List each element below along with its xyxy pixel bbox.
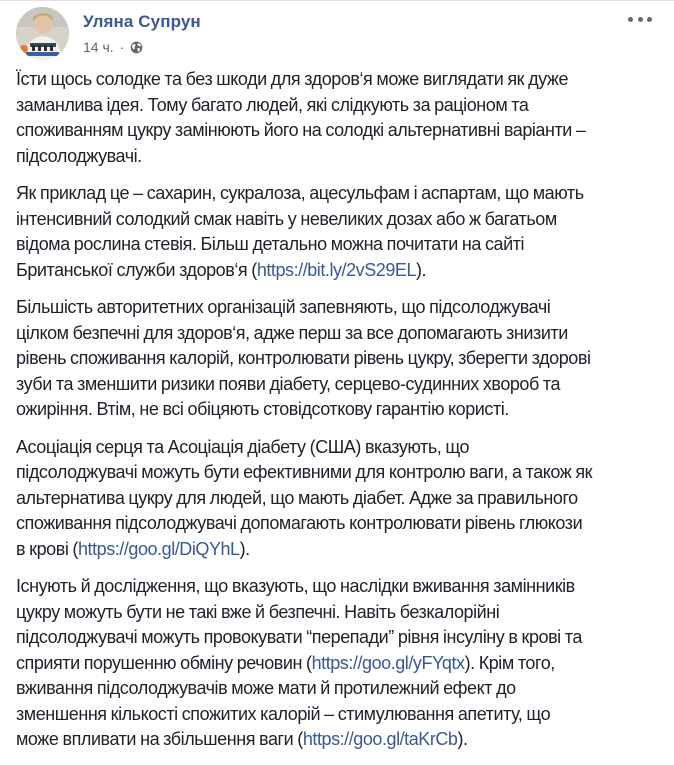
text-segment: зменшення кількості спожитих калорій – стимулювання апетиту, що (16, 703, 551, 724)
text-line (16, 118, 666, 144)
post-paragraph (16, 67, 666, 169)
text-segment: ). Крім того, (464, 652, 555, 673)
text-line (16, 574, 666, 600)
text-line (16, 702, 666, 728)
external-link[interactable]: https://goo.gl/DiQYhL (77, 538, 240, 559)
text-line (16, 295, 666, 321)
text-line (16, 258, 666, 284)
text-line (16, 511, 666, 537)
text-segment: Британської служби здоров‘я ( (16, 259, 257, 280)
text-segment: альтернатива цукру для людей, що мають діабет. Адже за правильного (16, 487, 578, 508)
post-options-button[interactable] (628, 14, 652, 24)
top-divider (0, 0, 674, 1)
text-segment: сприяти порушенню обміну речовин ( (16, 652, 312, 673)
text-segment: цукру можуть бути не такі вже й безпечні. Навіть безкалорійні (16, 601, 500, 622)
author-avatar[interactable] (16, 7, 69, 60)
text-line (16, 486, 666, 512)
text-line (16, 372, 666, 398)
meta-separator: · (119, 39, 125, 55)
text-segment: відома рослина стевія. Більш детально можна почитати на сайті (16, 234, 525, 254)
text-segment: зуби та зменшити ризики появи діабету, серцево-судинних хвороб та (16, 373, 561, 394)
more-horizontal-icon-dot (647, 17, 652, 22)
post-paragraph (16, 295, 666, 423)
post-header (16, 7, 201, 61)
text-line (16, 460, 666, 486)
external-link[interactable]: https://goo.gl/taKrCb (302, 729, 458, 749)
text-line (16, 144, 666, 170)
text-segment: в крові ( (16, 538, 78, 559)
post-meta (83, 38, 201, 56)
text-segment: рівень споживання калорій, контролювати рівень цукру, зберегти здорові (16, 348, 591, 368)
text-segment: ). (457, 729, 468, 749)
text-line (16, 727, 666, 753)
text-line (16, 207, 666, 233)
text-line (16, 625, 666, 651)
text-segment: ). (239, 538, 250, 559)
external-link[interactable]: https://goo.gl/yFYqtx (311, 652, 465, 673)
text-segment: ожиріння. Втім, не всі обіцяють стовідсоткову гарантію користі. (16, 399, 509, 419)
more-horizontal-icon-dot (628, 17, 633, 22)
text-segment: підсолоджувачі можуть бути ефективними для контролю ваги, а також як (16, 462, 593, 482)
post-paragraph (16, 181, 666, 283)
text-segment: підсолоджувачі можуть провокувати “перепади” рівня інсуліну в крові та (16, 627, 582, 647)
text-line (16, 600, 666, 626)
text-segment: Більшість авторитетних організацій запевняють, що підсолоджувачі (16, 297, 551, 317)
text-segment: ). (416, 259, 427, 280)
text-line (16, 435, 666, 461)
text-segment: споживанням цукру замінюють його на солодкі альтернативні варіанти – (16, 120, 586, 140)
text-segment: Існують й дослідження, що вказують, що наслідки вживання замінників (16, 576, 575, 596)
text-segment: споживання підсолоджувачі допомагають контролювати рівень глюкози (16, 513, 583, 533)
text-segment: заманлива ідея. Тому багато людей, які слідкують за раціоном та (16, 94, 529, 115)
text-line (16, 537, 666, 563)
text-line (16, 321, 666, 347)
external-link[interactable]: https://bit.ly/2vS29EL (256, 259, 417, 280)
post-timestamp[interactable]: 14 ч. (83, 39, 114, 55)
text-segment: Їсти щось солодке та без шкоди для здоров‘я може виглядати як дуже (16, 69, 569, 89)
text-segment: Асоціація серця та Асоціація діабету (США) вказують, що (16, 436, 470, 457)
post-body (16, 67, 666, 765)
text-segment: вживання підсолоджувачів може мати й протилежний ефект до (16, 678, 516, 698)
text-line (16, 67, 666, 93)
profile-photo-icon (16, 7, 69, 60)
text-line (16, 651, 666, 677)
post-paragraph (16, 574, 666, 753)
text-line (16, 181, 666, 207)
globe-icon[interactable] (130, 41, 143, 54)
text-line (16, 397, 666, 423)
text-segment: може впливати на збільшення ваги ( (16, 729, 303, 749)
text-segment: підсолоджувачі. (16, 145, 142, 166)
text-line (16, 346, 666, 372)
text-line (16, 93, 666, 119)
text-segment: інтенсивний солодкий смак навіть у невеликих дозах або ж багатьом (16, 208, 557, 229)
text-segment: Як приклад це – сахарин, сукралоза, ацесульфам і аспартам, що мають (16, 183, 584, 203)
post-paragraph (16, 435, 666, 563)
text-line (16, 676, 666, 702)
author-name[interactable]: Уляна Супрун (83, 12, 201, 31)
more-horizontal-icon-dot (638, 17, 643, 22)
text-segment: цілком безпечні для здоров‘я, адже перш за все допомагають знизити (16, 322, 568, 343)
text-line (16, 232, 666, 258)
